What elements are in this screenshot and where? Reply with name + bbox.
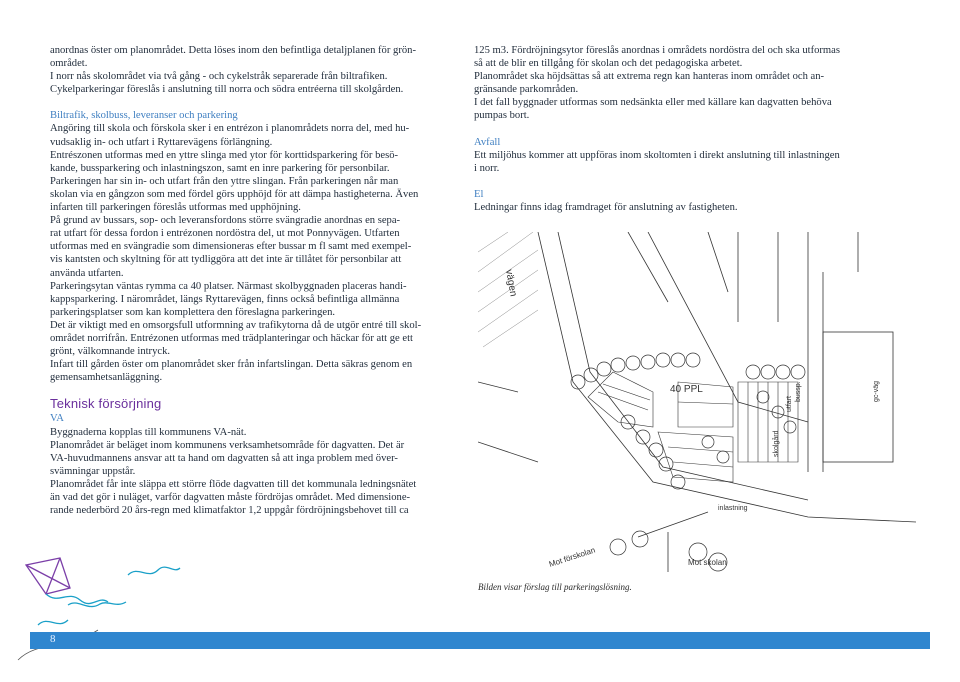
traffic-line: gemensamhetsanläggning. [50,372,163,384]
traffic-line: kande, bussparkering och inlastningszon, samt en inre parkering för personbilar. [50,162,390,174]
va-line: Planområdet får inte släppa ett större flöde dagvatten till det kommunala ledningsnätet [50,478,417,490]
footer-bar [30,632,930,649]
traffic-line: använda utfarten. [50,267,124,279]
va-line: Planområdet är beläget inom kommunens verksamhetsområde för dagvatten. Det är [50,439,405,451]
left-column [50,44,460,517]
va-cont-line: 125 m3. Fördröjningsytor föreslås anordnas i områdets nordöstra del och ska utformas [474,45,841,56]
traffic-line: kappsparkering. I närområdet, längs Ryttarevägen, finns också befintliga allmänna [50,293,400,305]
va-line: rande nederbörd 20 års-regn med klimatfaktor 1,2 uppgår fördröjningsbehovet till ca [50,505,409,517]
page-number: 8 [50,633,56,645]
intro-line: Cykelparkeringar föreslås i anslutning till norra och södra entréerna till skolgården. [50,84,404,96]
to-school-label: Mot skolan [688,558,727,567]
loading-label: inlastning [718,505,748,512]
waste-line: Ett miljöhus kommer att uppföras inom skoltomten i direkt anslutning till inlastningen [474,149,840,161]
intro-line: området. [50,58,88,70]
el-heading: El [474,188,484,200]
va-cont-line: pumpas bort. [474,110,530,122]
edge-label: gc-väg [873,380,880,402]
va-cont-line: Planområdet ska höjdsättas så att extrema regn kan hanteras inom området och an- [474,71,825,83]
va-cont-line: gränsande parkområden. [474,84,579,96]
traffic-line: infarten till parkeringen föreslås utformas med upphöjning. [50,202,301,214]
traffic-line: parkeringsplatser som kan komplettera den föreslagna parkeringen. [50,306,336,318]
section-heading: Teknisk försörjning [50,396,162,412]
figure-caption: Bilden visar förslag till parkeringslösning. [478,582,632,592]
intro-line: I norr nås skolområdet via två gång - och cykelstråk separerade från biltrafiken. [50,71,388,83]
traffic-line: Parkeringen har sin in- och utfart från den yttre slingan. Från parkeringen når man [50,175,399,187]
va-line: VA-huvudmannens ansvar att ta hand om dagvatten så att inga problem med över- [50,452,398,464]
waste-heading: Avfall [474,136,501,148]
traffic-line: Entrészonen utformas med en yttre slinga med ytor för korttidsparkering för besö- [50,149,399,161]
el-line: Ledningar finns idag framdraget för anslutning av fastigheten. [474,201,738,213]
traffic-line: grönt, välkomnande intryck. [50,346,171,358]
edge-label: bussp. [795,381,802,402]
va-cont-line: så att de blir en tillgång för skolan och det pedagogiska arbetet. [474,58,743,70]
parking-site-plan [478,232,916,577]
traffic-line: Det är viktigt med en omsorgsfull utformning av trafikytorna då de utgör entré till skol- [50,319,422,331]
traffic-line: rat utfart för dessa fordon i entrézonen nordöstra del, ut mot Ponnyvägen. Utfarten [50,228,400,240]
va-line: Byggnaderna kopplas till kommunens VA-nät. [50,426,247,438]
parking-count-label: 40 PPL [670,384,703,395]
va-line: svämningar uppstår. [50,465,136,477]
road-lines [478,232,916,572]
waste-line: i norr. [474,162,500,174]
traffic-line: På grund av bussars, sop- och leveransfordons större svängradie anordnas en sepa- [50,215,401,227]
edge-label: skolgård [773,430,780,457]
traffic-line: vudsaklig in- och utfart i Ryttarevägens förlängning. [50,136,273,148]
to-preschool-label: Mot förskolan [547,545,597,569]
traffic-line: vis kantsten och skyltning för att tydliggöra att det inte är tillåtet för personbilar att [50,254,402,266]
traffic-line: skolan via en gångzon som med fördel görs upphöjd för att dämpa hastigheterna. Även [50,188,419,200]
traffic-heading: Biltrafik, skolbuss, leveranser och parkering [50,110,238,122]
va-heading: VA [50,413,64,425]
traffic-line: området norrifrån. Entrézonen utformas med trädplanteringar och häckar för att ge ett [50,332,413,344]
va-cont-line: I det fall byggnader utformas som nedsänkta eller med källare kan dagvatten behöva [474,97,832,109]
right-column [474,44,894,214]
intro-line: anordnas öster om planområdet. Detta löses inom den befintliga detaljplanen för grön- [50,45,416,56]
traffic-line: Infart till gården öster om planområdet sker från infartslingan. Detta säkras genom en [50,359,413,371]
traffic-line: Parkeringsytan väntas rymma ca 40 platser. Närmast skolbyggnaden placeras handi- [50,280,407,292]
road-label: vägen [503,268,519,298]
va-line: än vad det gör i nuläget, varför dagvatten måste fördröjas området. Med dimensione- [50,492,411,503]
traffic-line: utformas med en svängradie som dimensioneras efter bussar m fl samt med exempel- [50,241,412,253]
edge-label: utfart [786,396,793,412]
traffic-line: Angöring till skola och förskola sker i en entrézon i planområdets norra del, med hu- [50,123,410,135]
kite-icon [8,530,248,670]
